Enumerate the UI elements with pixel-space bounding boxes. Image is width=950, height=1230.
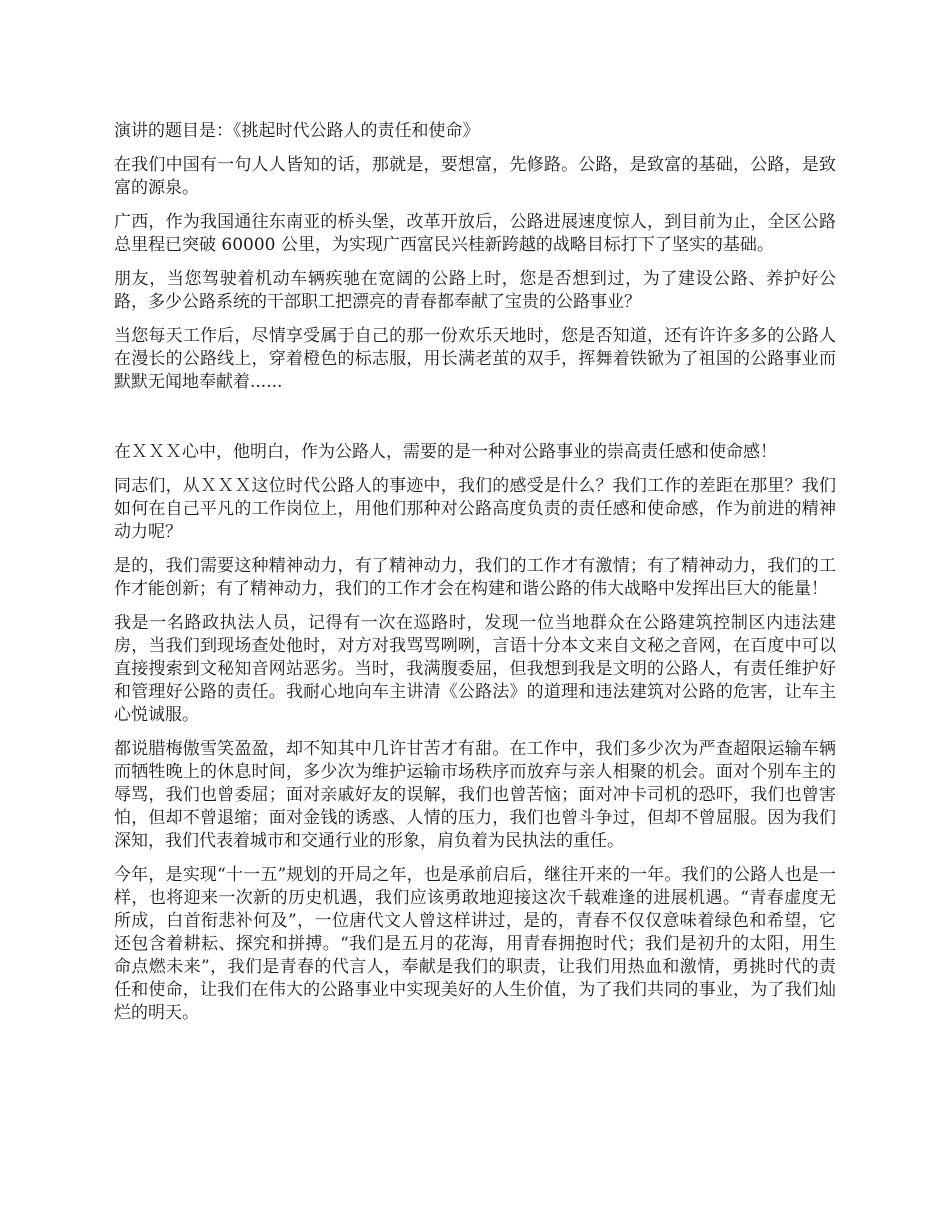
paragraph: 朋友，当您驾驶着机动车辆疾驰在宽阔的公路上时，您是否想到过，为了建设公路、养护好公路，多少公路系统的干部职工把漂亮的青春都奉献了宝贵的公路事业？ <box>114 269 836 312</box>
paragraph: 同志们，从ＸＸＸ这位时代公路人的事迹中，我们的感受是什么？我们工作的差距在那里？我们如何在自己平凡的工作岗位上，用他们那种对公路高度负责的责任感和使命感，作为前进的精神动力呢？ <box>114 476 836 542</box>
paragraph: 都说腊梅傲雪笑盈盈，却不知其中几许甘苦才有甜。在工作中，我们多少次为严查超限运输车辆而牺牲晚上的休息时间，多少次为维护运输市场秩序而放弃与亲人相聚的机会。面对个别车主的辱骂，我们也曾委屈；面对亲戚好友的误解，我们也曾苦恼；面对冲卡司机的恐吓，我们也曾害怕，但却不曾退缩；面对金钱的诱惑、人情的压力，我们也曾斗争过，但却不曾屈服。因为我们深知，我们代表着城市和交通行业的形象，肩负着为民执法的重任。 <box>114 739 836 851</box>
paragraph: 在我们中国有一句人人皆知的话，那就是，要想富，先修路。公路，是致富的基础，公路，是致富的源泉。 <box>114 155 836 198</box>
paragraph: 我是一名路政执法人员，记得有一次在巡路时，发现一位当地群众在公路建筑控制区内违法建房，当我们到现场查处他时，对方对我骂骂咧咧，言语十分本文来自文秘之音网，在百度中可以直接搜索到文秘知音网站恶劣。当时，我满腹委屈，但我想到我是文明的公路人，有责任维护好和管理好公路的责任。我耐心地向车主讲清《公路法》的道理和违法建筑对公路的危害，让车主心悦诚服。 <box>114 613 836 725</box>
section-gap <box>114 405 836 441</box>
paragraph: 在ＸＸＸ心中，他明白，作为公路人，需要的是一种对公路事业的崇高责任感和使命感！ <box>114 442 777 462</box>
paragraph: 是的，我们需要这种精神动力，有了精神动力，我们的工作才有激情；有了精神动力，我们的工作才能创新；有了精神动力，我们的工作才会在构建和谐公路的伟大战略中发挥出巨大的能量！ <box>114 556 836 599</box>
paragraph: 广西，作为我国通往东南亚的桥头堡，改革开放后，公路进展速度惊人，到目前为止，全区公路总里程已突破 60000 公里，为实现广西富民兴桂新跨越的战略目标打下了坚实的基础。 <box>114 212 836 255</box>
document-page <box>114 120 836 1036</box>
paragraph: 今年，是实现“十一五”规划的开局之年，也是承前启后，继往开来的一年。我们的公路人也是一样，也将迎来一次新的历史机遇，我们应该勇敢地迎接这次千载难逢的进展机遇。“青春虚度无所成，白首衔悲补何及”，一位唐代文人曾这样讲过，是的，青春不仅仅意味着绿色和希望，它还包含着耕耘、探究和拼搏。“我们是五月的花海，用青春拥抱时代；我们是初升的太阳，用生命点燃未来”，我们是青春的代言人，奉献是我们的职责，让我们用热血和激情，勇挑时代的责任和使命，让我们在伟大的公路事业中实现美好的人生价值，为了我们共同的事业，为了我们灿烂的明天。 <box>114 865 836 1023</box>
paragraph: 当您每天工作后，尽情享受属于自己的那一份欢乐天地时，您是否知道，还有许许多多的公路人在漫长的公路线上，穿着橙色的标志服，用长满老茧的双手，挥舞着铁锨为了祖国的公路事业而默默无闻地奉献着...... <box>114 326 836 392</box>
speech-title: 演讲的题目是：《挑起时代公路人的责任和使命》 <box>114 121 480 141</box>
